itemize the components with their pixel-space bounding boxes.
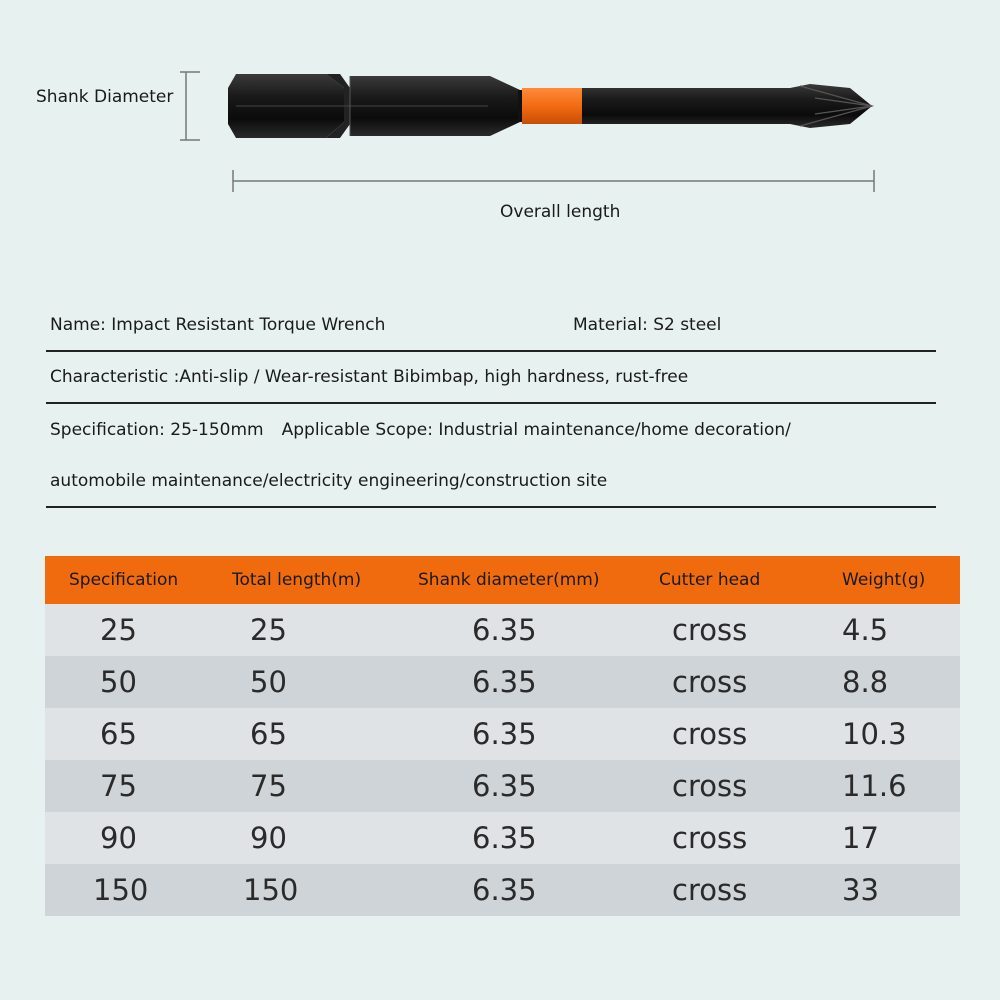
- cell-cutter-head: cross: [672, 821, 748, 855]
- cell-shank-diameter: 6.35: [472, 769, 537, 803]
- bit-shaft-body: [582, 84, 872, 128]
- cell-specification: 25: [100, 613, 137, 647]
- header-shank-diameter: Shank diameter(mm): [418, 570, 600, 590]
- header-weight: Weight(g): [842, 570, 926, 590]
- cell-total-length: 150: [243, 873, 299, 907]
- cell-specification: 65: [100, 717, 137, 751]
- product-material: Material: S2 steel: [573, 315, 722, 335]
- cell-weight: 4.5: [842, 613, 889, 647]
- cell-total-length: 25: [250, 613, 287, 647]
- cell-weight: 10.3: [842, 717, 907, 751]
- cell-specification: 75: [100, 769, 137, 803]
- cell-cutter-head: cross: [672, 665, 748, 699]
- cell-specification: 150: [93, 873, 149, 907]
- cell-total-length: 75: [250, 769, 287, 803]
- cell-cutter-head: cross: [672, 717, 748, 751]
- table-header: [45, 556, 960, 604]
- cell-weight: 11.6: [842, 769, 907, 803]
- shank-dimension-line: [180, 72, 200, 140]
- cell-shank-diameter: 6.35: [472, 717, 537, 751]
- overall-dimension-line: [233, 170, 874, 192]
- cell-total-length: 65: [250, 717, 287, 751]
- cell-shank-diameter: 6.35: [472, 665, 537, 699]
- header-cutter-head: Cutter head: [659, 570, 761, 590]
- cell-shank-diameter: 6.35: [472, 873, 537, 907]
- cell-cutter-head: cross: [672, 873, 748, 907]
- header-specification: Specification: [69, 570, 179, 590]
- spec-table: [45, 556, 960, 916]
- product-name: Name: Impact Resistant Torque Wrench: [50, 315, 386, 335]
- spec-row-specification: [46, 404, 936, 456]
- orange-band: [522, 88, 582, 124]
- table-row: [45, 812, 960, 864]
- cell-specification: 50: [100, 665, 137, 699]
- shank-diameter-label: Shank Diameter: [36, 87, 174, 107]
- cell-weight: 17: [842, 821, 879, 855]
- overall-length-label: Overall length: [500, 202, 621, 222]
- cell-total-length: 90: [250, 821, 287, 855]
- cell-total-length: 50: [250, 665, 287, 699]
- header-total-length: Total length(m): [232, 570, 362, 590]
- product-specification: Specification: 25-150mm: [50, 420, 264, 440]
- cell-shank-diameter: 6.35: [472, 821, 537, 855]
- product-characteristic: Characteristic :Anti-slip / Wear-resistant Bibimbap, high hardness, rust-free: [50, 367, 689, 387]
- cell-cutter-head: cross: [672, 613, 748, 647]
- table-row: [45, 604, 960, 656]
- cell-weight: 33: [842, 873, 879, 907]
- cell-specification: 90: [100, 821, 137, 855]
- bit-shank: [228, 74, 520, 138]
- table-row: [45, 864, 960, 916]
- cell-cutter-head: cross: [672, 769, 748, 803]
- product-scope-cont: automobile maintenance/electricity engineering/construction site: [50, 471, 608, 491]
- product-scope: Applicable Scope: Industrial maintenance/home decoration/: [281, 420, 791, 440]
- cell-shank-diameter: 6.35: [472, 613, 537, 647]
- table-row: [45, 760, 960, 812]
- spec-row-scope-cont: [46, 456, 936, 508]
- spec-block: [46, 300, 936, 508]
- cell-weight: 8.8: [842, 665, 889, 699]
- spec-row-characteristic: [46, 352, 936, 404]
- table-row: [45, 656, 960, 708]
- table-row: [45, 708, 960, 760]
- bit-shaft: [518, 90, 522, 122]
- spec-row-name: [46, 300, 936, 352]
